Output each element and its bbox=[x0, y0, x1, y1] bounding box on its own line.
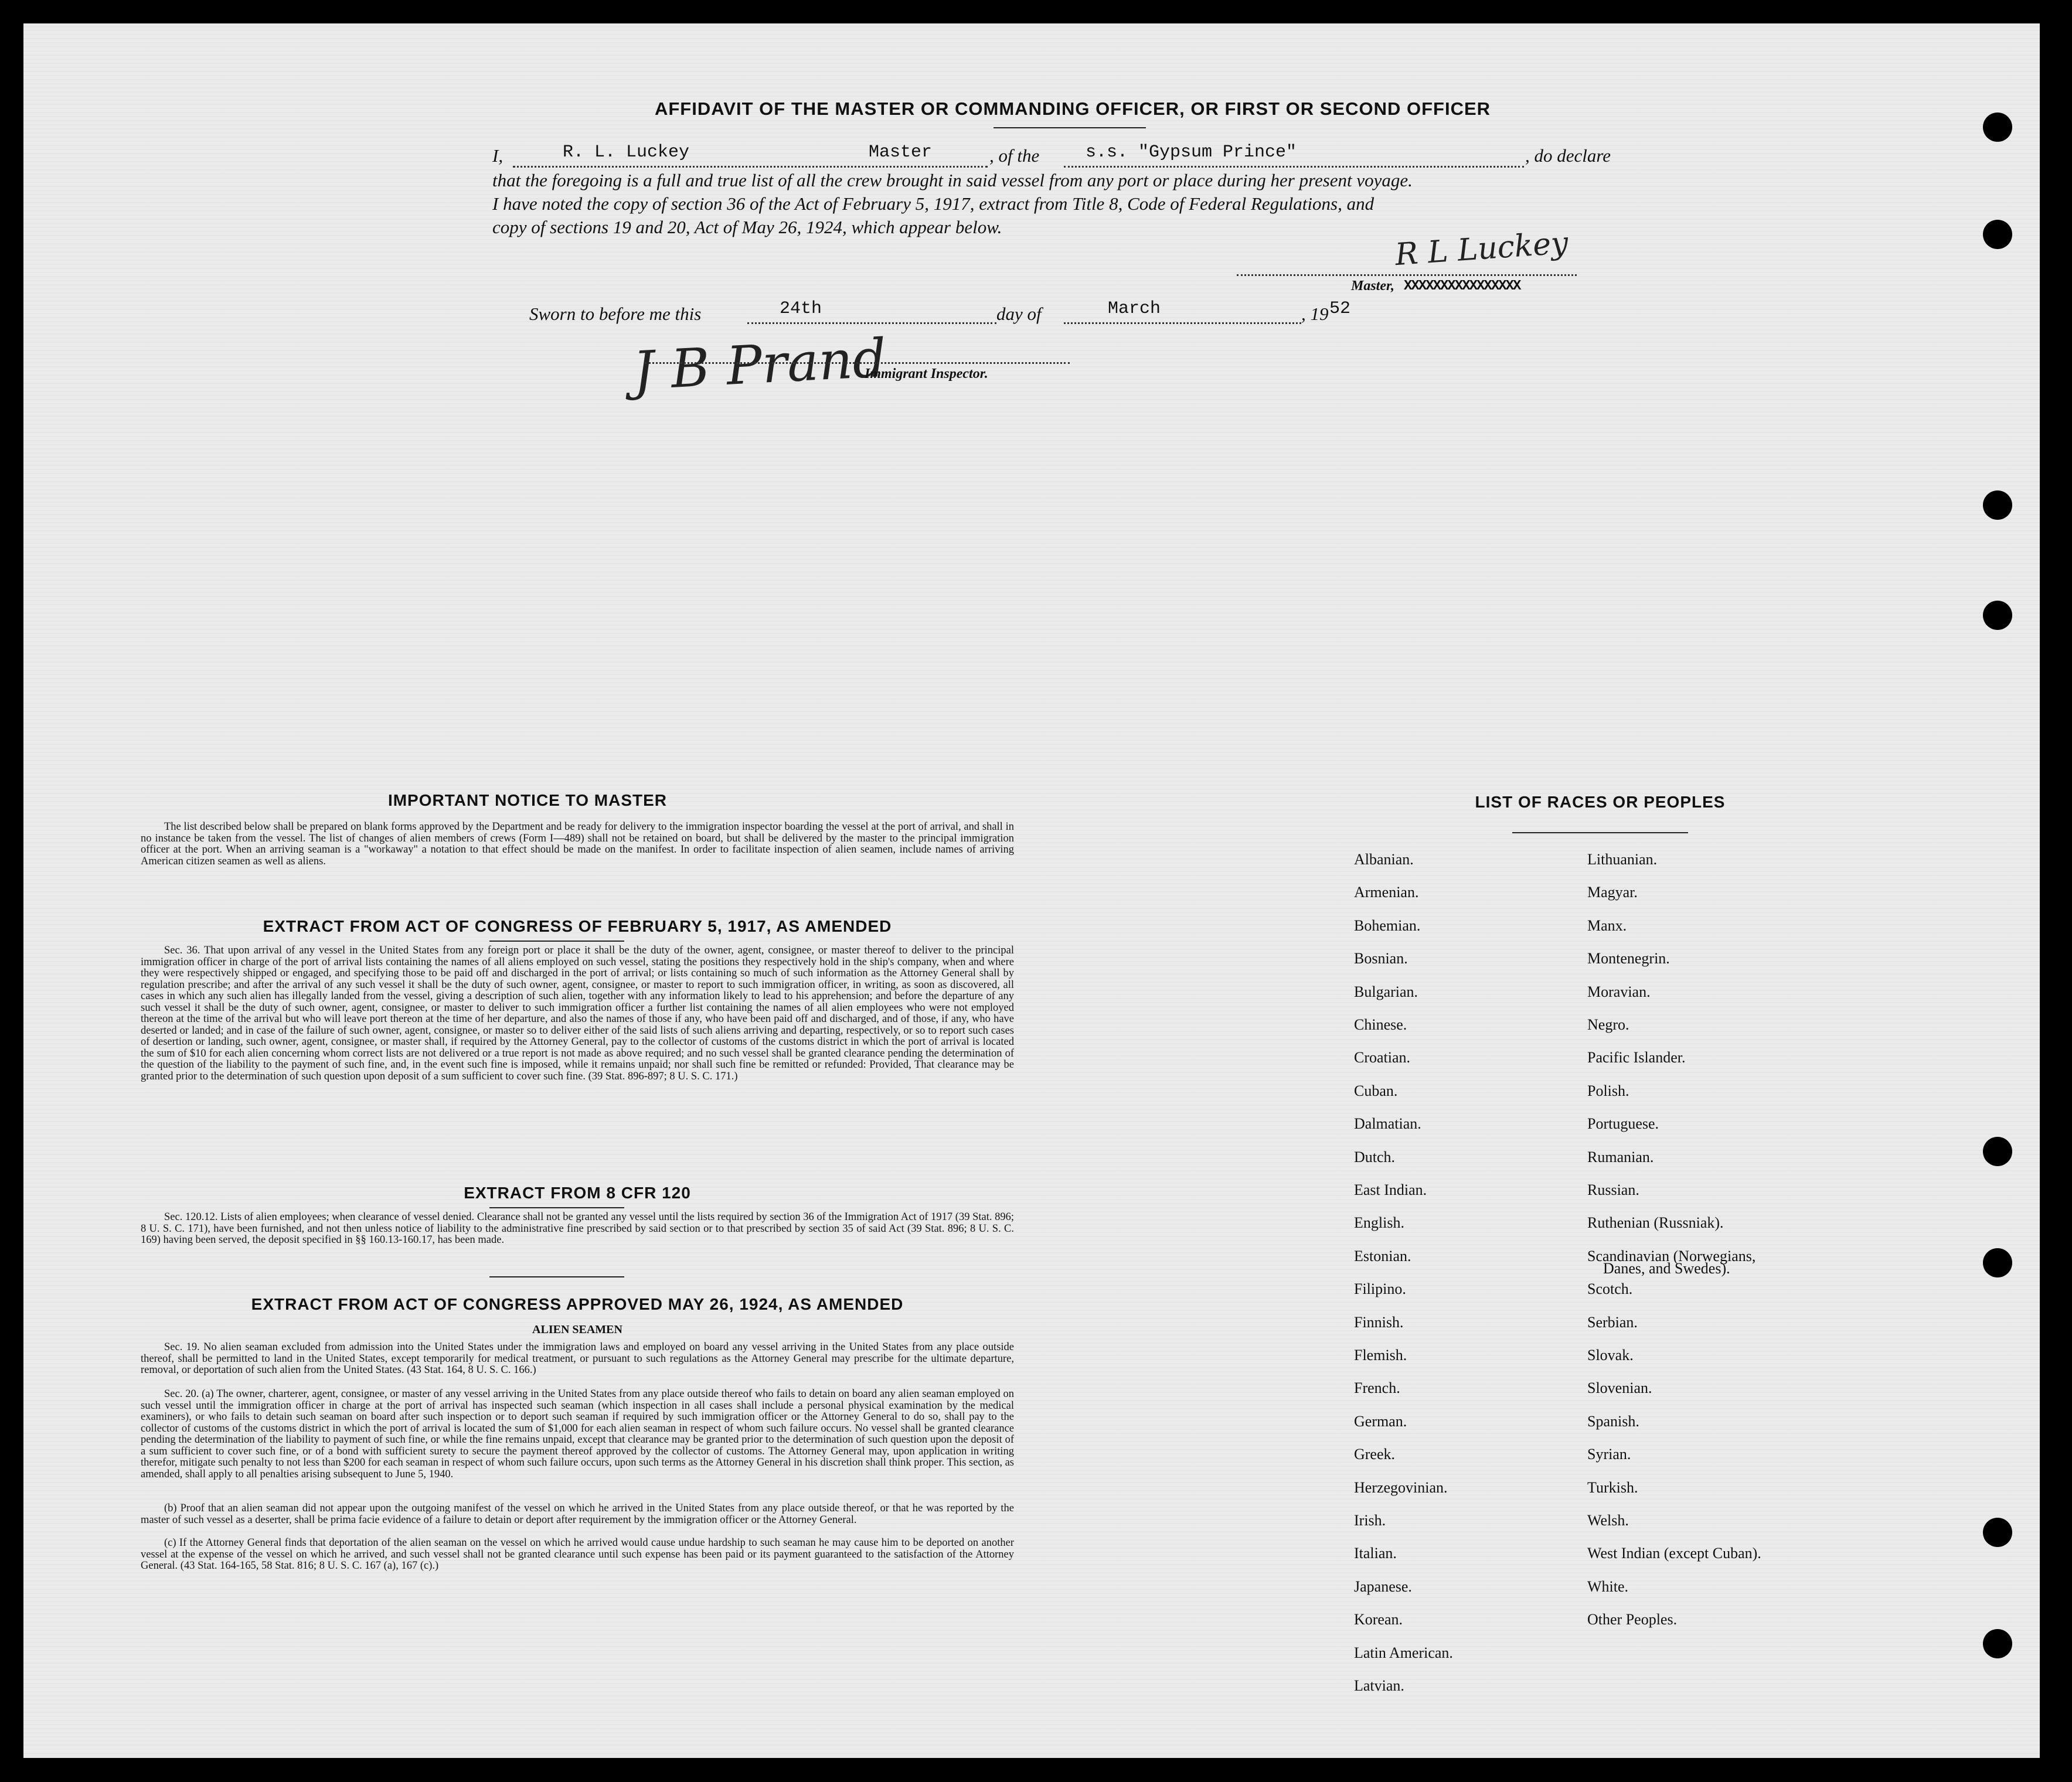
race-item: Montenegrin. bbox=[1587, 950, 1670, 967]
race-item: Bohemian. bbox=[1354, 916, 1421, 934]
year-prefix: , 19 bbox=[1301, 304, 1329, 324]
race-item: Slovenian. bbox=[1587, 1379, 1652, 1397]
extract-1917-underline bbox=[489, 941, 624, 942]
extract-1917-text: Sec. 36. That upon arrival of any vessel in the United States from any foreign port or place it shall be the duty of the owner, agent, consignee, or master thereof to deliver to the principal immigration officer in charge of the port of arrival lists containing the names of all aliens employed on such vessel, stating the positions they respectively hold in the ship's company, when and where they were respectively shipped or engaged, and specifying those to be paid off and discharged in the port of arrival; or lists containing so much of such information as the Attorney General shall by regulation prescribe; and after the arrival of any such vessel it shall be the duty of such owner, agent, consignee, or master to report to such immigration officer, in writing, as soon as discovered, all cases in which any such alien has illegally landed from the vessel, giving a description of such alien, together with any information likely to lead to his apprehension; and before the departure of any such vessel it shall be the duty of such owner, agent, consignee, or master to deliver to such immigration officer a further list containing the names of all alien employees who were not employed thereon at the time of the arrival but who will leave port thereon at the time of her departure, and also the names of those if any, who have been paid off and discharged, and of those, if any, who have deserted or landed; and in case of the failure of such owner, agent, consignee, or master so to deliver either of the said lists of such aliens arriving and departing, respectively, or so to report such cases of desertion or landing, such owner, agent, consignee, or master shall, if required by the Attorney General, pay to the collector of customs of the customs district in which the port of arrival is located the sum of $10 for each alien concerning whom correct lists are not delivered or a true report is not made as above required; and no such vessel shall be granted clearance pending the determination of the question of the liability to the payment of such fine, and, in the event such fine is imposed, while it remains unpaid; nor shall such fine be remitted or refunded: Provided, That clearance may be granted prior to the determination of such question upon deposit of a sum sufficient to cover such fine. (39 Stat. 896-897; 8 U. S. C. 171.) bbox=[141, 945, 1014, 1082]
race-item: German. bbox=[1354, 1412, 1407, 1430]
race-item: Magyar. bbox=[1587, 884, 1638, 901]
race-item: Pacific Islander. bbox=[1587, 1049, 1686, 1067]
extract-1924-p4: (c) If the Attorney General finds that deportation of the alien seaman on the vessel on which he arrived would cause undue hardship to such seaman he may cause him to be deported on another vessel at the expense of the vessel on which he arrived, and such vessel shall not be granted clearance until such expense has been paid or its payment guaranteed to the satisfaction of the Attorney General. (43 Stat. 164-165, 58 Stat. 816; 8 U. S. C. 167 (a), 167 (c).) bbox=[141, 1537, 1014, 1572]
extract-1924-p3: (b) Proof that an alien seaman did not appear upon the outgoing manifest of the vessel on which he arrived in the United States from any place outside thereof, or that he was reported by the master of such vessel as a deserter, shall be prima facie evidence of a failure to detain or deport after requirement by the immigration officer or the Attorney General. bbox=[141, 1502, 1014, 1526]
race-item: Bosnian. bbox=[1354, 950, 1408, 967]
extract-1924-subtitle: ALIEN SEAMEN bbox=[532, 1323, 622, 1336]
race-item: Lithuanian. bbox=[1587, 851, 1658, 868]
i-label: I, bbox=[492, 145, 503, 166]
punch-hole bbox=[1983, 1518, 2012, 1547]
races-title: LIST OF RACES OR PEOPLES bbox=[1475, 793, 1726, 811]
race-item: Estonian. bbox=[1354, 1247, 1411, 1265]
race-item: English. bbox=[1354, 1214, 1404, 1232]
sworn-month: March bbox=[1108, 299, 1161, 319]
race-item: Rumanian. bbox=[1587, 1148, 1654, 1166]
extract-1924-p2: Sec. 20. (a) The owner, charterer, agent, consignee, or master of any vessel arriving in the United States from any place outside thereof who fails to detain on board any alien seaman employed on such vessel until the immigration officer in charge at the port of arrival has inspected such seaman (which inspection in all cases shall include a personal physical examination by the medical examiners), or who fails to detain such seaman on board after such inspection or to deport such seaman if required by such immigration officer or the Attorney General to do so, shall pay to the collector of customs of the customs district in which the port of arrival is located the sum of $1,000 for each alien seaman in respect of whom such failure occurs. No vessel shall be granted clearance pending the determination of the liability to payment of such fine, or while the fine remains unpaid, except that clearance may be granted prior to the determination of such question upon the deposit of a sum sufficient to cover such fine, or of a bond with sufficient surety to secure the payment thereof approved by the collector of customs. The Attorney General may, upon application in writing therefor, mitigate such penalty to not less than $200 for each seaman in respect of whom such failure occurs, upon such terms as the Attorney General in his discretion shall think proper. This section, as amended, shall apply to all penalties arising subsequent to June 5, 1940. bbox=[141, 1388, 1014, 1480]
race-item: Finnish. bbox=[1354, 1313, 1404, 1331]
race-item: Scotch. bbox=[1587, 1280, 1633, 1298]
year-suffix: 52 bbox=[1329, 299, 1351, 319]
month-line bbox=[1064, 322, 1301, 324]
race-item: Dalmatian. bbox=[1354, 1115, 1421, 1133]
notice-title: IMPORTANT NOTICE TO MASTER bbox=[387, 791, 668, 809]
extract-cfr-bottom-rule bbox=[489, 1276, 624, 1277]
punch-hole bbox=[1983, 1629, 2012, 1658]
race-item: Portuguese. bbox=[1587, 1115, 1659, 1133]
race-item: Bulgarian. bbox=[1354, 983, 1418, 1000]
race-item: Armenian. bbox=[1354, 884, 1419, 901]
race-item: Albanian. bbox=[1354, 851, 1414, 868]
race-item: Korean. bbox=[1354, 1611, 1403, 1628]
officer-name: R. L. Luckey bbox=[563, 142, 690, 162]
race-item: East Indian. bbox=[1354, 1181, 1427, 1198]
race-item: Syrian. bbox=[1587, 1446, 1631, 1463]
extract-1924-p1: Sec. 19. No alien seaman excluded from admission into the United States under the immigration laws and employed on board any vessel arriving in the United States from any place outside thereof, shall be permitted to land in the United States, except temporarily for medical treatment, or pursuant to such regulations as the Attorney General may prescribe for the ultimate departure, removal, or deportation of such alien from the United States. (43 Stat. 164, 8 U. S. C. 166.) bbox=[141, 1341, 1014, 1376]
race-item: Flemish. bbox=[1354, 1347, 1407, 1364]
race-item: Italian. bbox=[1354, 1545, 1397, 1562]
race-item: Scandinavian (Norwegians, bbox=[1587, 1247, 1756, 1265]
sworn-label: Sworn to before me this bbox=[529, 304, 702, 324]
race-item: Filipino. bbox=[1354, 1280, 1406, 1298]
vessel-name: s.s. "Gypsum Prince" bbox=[1086, 142, 1297, 162]
race-item: Latvian. bbox=[1354, 1677, 1404, 1694]
race-item: West Indian (except Cuban). bbox=[1587, 1545, 1761, 1562]
sworn-day: 24th bbox=[780, 299, 822, 319]
officer-rank: Master bbox=[869, 142, 933, 162]
race-item: Spanish. bbox=[1587, 1412, 1639, 1430]
master-struck-text: XXXXXXXXXXXXXXXX bbox=[1404, 278, 1520, 294]
affidavit-line-2: that the foregoing is a full and true list of all the crew brought in said vessel from any port or place during her present voyage. bbox=[492, 170, 1413, 190]
inspector-signature: J B Prand bbox=[631, 327, 888, 403]
race-item: Croatian. bbox=[1354, 1049, 1411, 1067]
race-item: Polish. bbox=[1587, 1082, 1629, 1099]
race-item: Manx. bbox=[1587, 916, 1627, 934]
inspector-label: Immigrant Inspector. bbox=[865, 366, 988, 381]
punch-hole bbox=[1983, 601, 2012, 630]
race-item: Ruthenian (Russniak). bbox=[1587, 1214, 1724, 1232]
officer-line bbox=[513, 166, 988, 168]
notice-text: The list described below shall be prepared on blank forms approved by the Department and be ready for delivery to the immigration inspector boarding the vessel at the port of arrival, and shall in no instance be taken from the vessel. The list of changes of alien members of crews (Form I—489) shall not be retained on board, but shall be delivered by the master to the principal immigration officer at the port. When an arriving seaman is a "workaway" a notation to that effect should be made on the manifest. In order to facilitate inspection of alien seamen, include names of arriving American citizen seamen as well as aliens. bbox=[141, 821, 1014, 867]
extract-cfr-underline bbox=[489, 1207, 624, 1208]
master-signature-line bbox=[1237, 274, 1577, 276]
punch-hole bbox=[1983, 220, 2012, 249]
race-item: Turkish. bbox=[1587, 1478, 1638, 1496]
race-item: Welsh. bbox=[1587, 1512, 1629, 1529]
race-item: Chinese. bbox=[1354, 1016, 1407, 1033]
title-underline bbox=[994, 127, 1146, 128]
race-item: Greek. bbox=[1354, 1446, 1396, 1463]
of-the-label: , of the bbox=[989, 145, 1040, 166]
race-item: French. bbox=[1354, 1379, 1400, 1397]
race-item: Latin American. bbox=[1354, 1644, 1453, 1661]
race-item: Slovak. bbox=[1587, 1347, 1634, 1364]
punch-hole bbox=[1983, 1137, 2012, 1166]
race-item: Japanese. bbox=[1354, 1577, 1412, 1595]
races-title-underline bbox=[1512, 832, 1688, 833]
extract-cfr-title: EXTRACT FROM 8 CFR 120 bbox=[464, 1184, 691, 1202]
affidavit-line-4: copy of sections 19 and 20, Act of May 26, 1924, which appear below. bbox=[492, 217, 1002, 237]
race-item: Negro. bbox=[1587, 1016, 1629, 1033]
do-declare-label: , do declare bbox=[1525, 145, 1611, 166]
race-item: Russian. bbox=[1587, 1181, 1639, 1198]
day-of-label: day of bbox=[996, 304, 1042, 324]
master-signature: R L Luckey bbox=[1394, 225, 1570, 273]
race-item: Irish. bbox=[1354, 1512, 1386, 1529]
punch-hole bbox=[1983, 113, 2012, 142]
inspector-line bbox=[645, 362, 1070, 364]
day-line bbox=[747, 322, 996, 324]
extract-cfr-text: Sec. 120.12. Lists of alien employees; when clearance of vessel denied. Clearance shall not be granted any vessel until the lists required by section 36 of the Immigration Act of 1917 (39 Stat. 896; 8 U. S. C. 171), have been furnished, and not then unless notice of liability to the administrative fine prescribed by said section or to that prescribed by section 35 of said Act (39 Stat. 896; 8 U. S. C. 169) having been served, the deposit specified in §§ 160.13-160.17, has been made. bbox=[141, 1211, 1014, 1246]
race-item: White. bbox=[1587, 1577, 1629, 1595]
affidavit-line-3: I have noted the copy of section 36 of the Act of February 5, 1917, extract from Title 8, Code of Federal Regulations, and bbox=[492, 193, 1374, 214]
punch-hole bbox=[1983, 490, 2012, 520]
race-item: Dutch. bbox=[1354, 1148, 1396, 1166]
race-right-continuation: Danes, and Swedes). bbox=[1603, 1260, 1730, 1277]
master-label: Master, bbox=[1351, 278, 1395, 294]
race-item: Cuban. bbox=[1354, 1082, 1398, 1099]
vessel-line bbox=[1064, 166, 1524, 168]
document-page bbox=[23, 23, 2040, 1758]
affidavit-title: AFFIDAVIT OF THE MASTER OR COMMANDING OFFICER, OR FIRST OR SECOND OFFICER bbox=[654, 98, 1491, 119]
race-item: Moravian. bbox=[1587, 983, 1651, 1000]
race-item: Serbian. bbox=[1587, 1313, 1638, 1331]
extract-1917-title: EXTRACT FROM ACT OF CONGRESS OF FEBRUARY 5, 1917, AS AMENDED bbox=[263, 917, 892, 935]
race-item: Other Peoples. bbox=[1587, 1611, 1678, 1628]
extract-1924-title: EXTRACT FROM ACT OF CONGRESS APPROVED MAY 26, 1924, AS AMENDED bbox=[251, 1295, 904, 1313]
race-item: Herzegovinian. bbox=[1354, 1478, 1448, 1496]
punch-hole bbox=[1983, 1248, 2012, 1277]
